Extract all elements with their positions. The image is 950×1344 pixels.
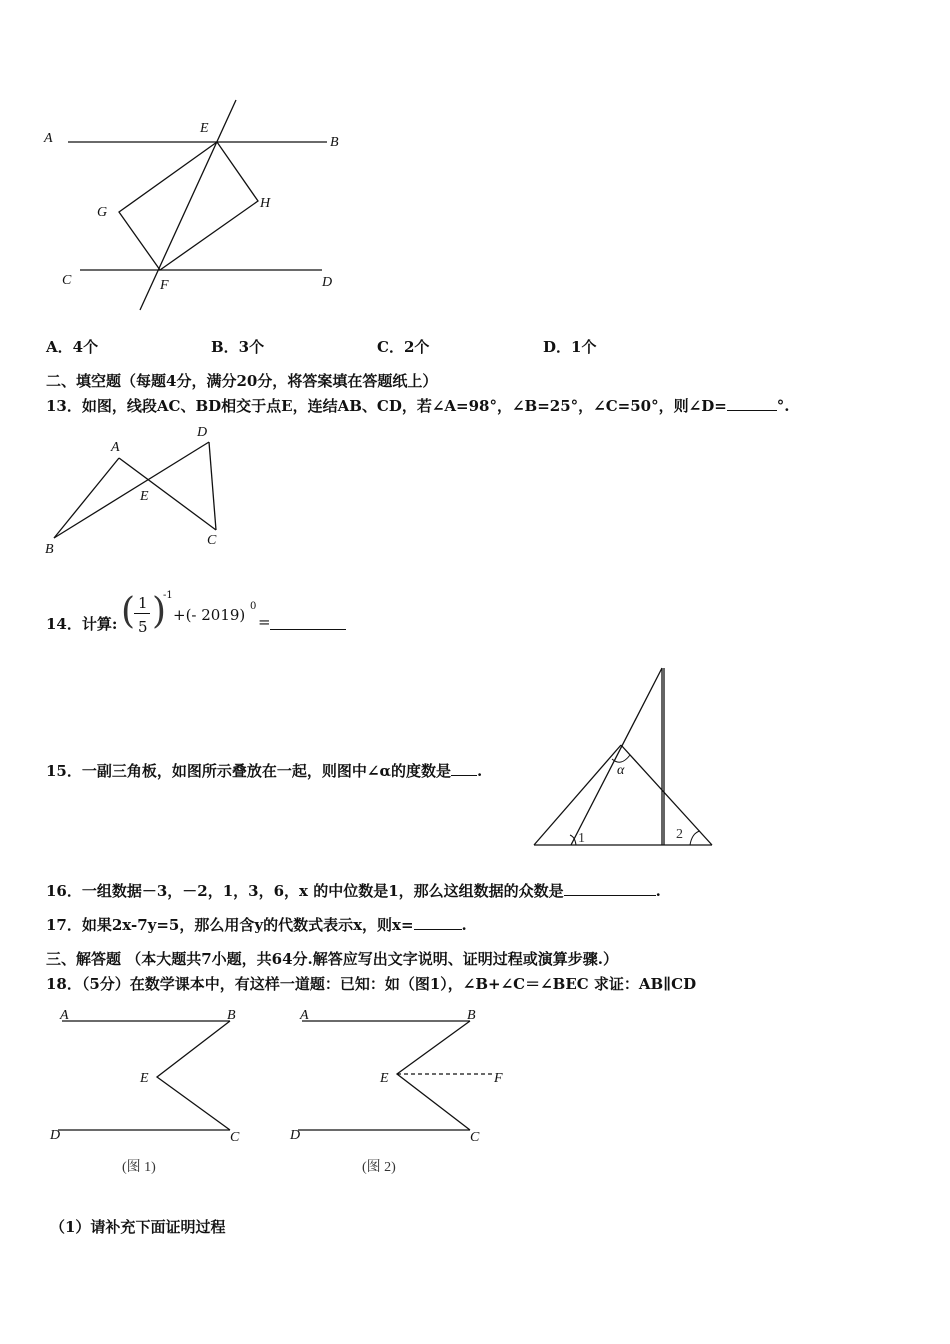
segment-ac xyxy=(119,458,216,530)
segment-ab xyxy=(54,458,119,538)
q17-suffix: . xyxy=(461,916,467,934)
polyline-bec xyxy=(397,1021,470,1130)
q15-blank xyxy=(451,775,477,776)
right-paren: ) xyxy=(152,591,167,632)
caption-fig-1: (图 1) xyxy=(122,1160,156,1175)
segment-bd xyxy=(54,442,209,538)
label-d: D xyxy=(322,275,333,290)
label-h: H xyxy=(260,196,271,211)
label-f: F xyxy=(494,1071,503,1086)
transversal-ef xyxy=(140,100,236,310)
q18-figure-1 xyxy=(44,1003,254,1178)
inner-hypotenuse xyxy=(571,668,662,845)
label-angle-1: 1 xyxy=(578,831,585,846)
q13-suffix: °. xyxy=(776,397,790,415)
q15-figure xyxy=(530,665,720,850)
triangle-hypotenuse-left xyxy=(534,745,621,845)
q12-option-a: A．4个 xyxy=(46,338,99,356)
q15-text: 15．一副三角板，如图所示叠放在一起，则图中∠α的度数是 xyxy=(46,762,451,780)
q13-figure xyxy=(40,420,240,560)
q17 xyxy=(46,914,467,935)
label-b: B xyxy=(227,1008,236,1023)
label-d: D xyxy=(290,1128,301,1143)
label-b: B xyxy=(467,1008,476,1023)
q16 xyxy=(46,880,661,901)
label-a: A xyxy=(44,131,53,146)
label-a: A xyxy=(60,1008,69,1023)
fraction-denominator: 5 xyxy=(138,618,148,636)
q18-sub1: （1）请补充下面证明过程 xyxy=(50,1218,226,1236)
section2-title: 二、填空题（每题4分，满分20分，将答案填在答题纸上） xyxy=(46,372,438,390)
label-e: E xyxy=(140,489,149,504)
label-c: C xyxy=(207,533,217,548)
q16-suffix: . xyxy=(655,882,661,900)
label-f: F xyxy=(160,278,169,293)
q15 xyxy=(46,760,482,781)
label-g: G xyxy=(97,205,108,220)
q16-blank xyxy=(564,895,656,896)
equals-sign: = xyxy=(258,613,271,631)
q18-figure-2 xyxy=(284,1003,514,1178)
left-paren: ( xyxy=(121,591,136,632)
term-2019: +(- 2019) xyxy=(173,606,246,624)
label-e: E xyxy=(140,1071,149,1086)
q17-blank xyxy=(414,929,462,930)
label-e: E xyxy=(200,121,209,136)
label-a: A xyxy=(111,440,120,455)
triangle-hypotenuse-right xyxy=(621,745,712,845)
exponent-zero: 0 xyxy=(250,601,257,612)
q12-option-b: B．3个 xyxy=(211,338,265,356)
q18-text: 18．（5分）在数学课本中，有这样一道题：已知：如（图1），∠B+∠C＝∠BEC 求证：AB∥CD xyxy=(46,975,697,993)
q13-blank xyxy=(727,410,777,411)
rectangle-eghf xyxy=(119,142,258,270)
label-c: C xyxy=(62,273,72,288)
label-b: B xyxy=(45,542,54,557)
label-b: B xyxy=(330,135,339,150)
q13 xyxy=(46,395,790,416)
section3-title: 三、解答题 （本大题共7小题，共64分.解答应写出文字说明、证明过程或演算步骤.） xyxy=(46,950,618,968)
label-c: C xyxy=(230,1130,240,1145)
label-a: A xyxy=(300,1008,309,1023)
label-angle-2: 2 xyxy=(676,827,683,842)
label-d: D xyxy=(197,425,208,440)
q15-suffix: . xyxy=(477,762,483,780)
q14-blank xyxy=(270,614,346,630)
label-c: C xyxy=(470,1130,480,1145)
exponent-neg-one: -1 xyxy=(163,590,173,601)
label-alpha: α xyxy=(617,763,625,778)
q12-option-d: D．1个 xyxy=(543,338,597,356)
segment-dc xyxy=(209,442,216,530)
q14-prefix: 14．计算: xyxy=(46,615,118,633)
fraction-bar xyxy=(134,613,150,614)
q17-text: 17．如果2x-7y=5，那么用含y的代数式表示x，则x= xyxy=(46,916,414,934)
q13-text: 13．如图，线段AC、BD相交于点E，连结AB、CD，若∠A=98°，∠B=25°，∠C=50°，则∠D= xyxy=(46,397,727,415)
label-d: D xyxy=(50,1128,61,1143)
q12-figure xyxy=(40,95,360,320)
fraction-numerator: 1 xyxy=(138,594,148,612)
q16-text: 16．一组数据－3，－2，1，3，6，x 的中位数是1，那么这组数据的众数是 xyxy=(46,882,564,900)
q12-option-c: C．2个 xyxy=(377,338,430,356)
angle-2-arc xyxy=(690,831,700,845)
polyline-bec xyxy=(157,1021,230,1130)
label-e: E xyxy=(380,1071,389,1086)
caption-fig-2: (图 2) xyxy=(362,1160,396,1175)
